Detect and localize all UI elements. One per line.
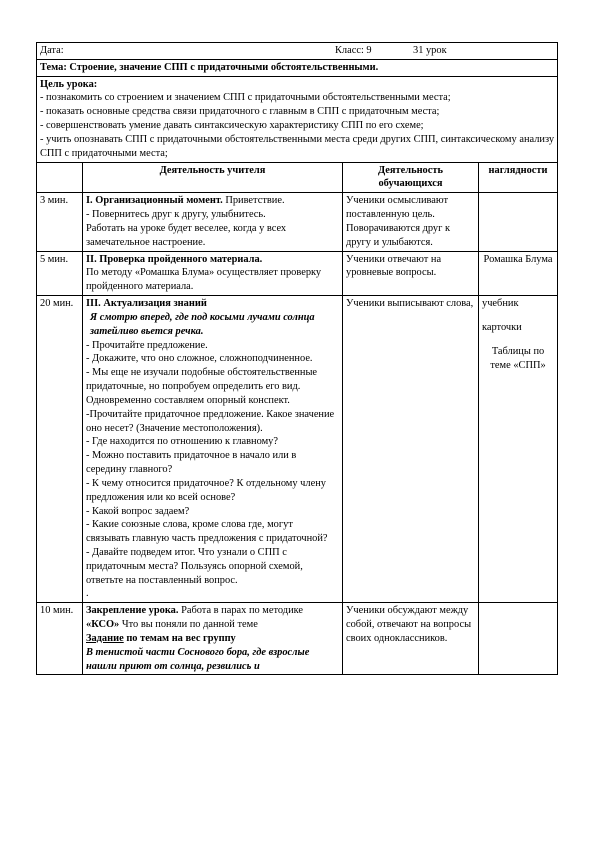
goals-row: [37, 76, 558, 162]
lesson-stage-row: [37, 603, 558, 675]
goal-item: - показать основные средства связи придаточного с главным в СПП с придаточным места;: [40, 106, 440, 118]
example-sentence: Я смотрю вперед, где под косыми лучами солнца затейливо вьется речка.: [90, 311, 315, 337]
teacher-line: - Какой вопрос задаем?: [86, 505, 190, 517]
teacher-line: - Повернитесь друг к другу, улыбнитесь.: [86, 209, 266, 221]
lesson-stage-row: [37, 193, 558, 251]
teacher-line: - Прочитайте предложение.: [86, 339, 208, 351]
stage-title-rest: Приветствие.: [222, 195, 285, 207]
teacher-line: Работать на уроке будет веселее, когда у всех замечательное настроение.: [86, 222, 287, 248]
lesson-stage-row: [37, 251, 558, 295]
lesson-number: 31 урок: [413, 45, 447, 56]
goal-item: - совершенствовать умение давать синтаксическую характеристику СПП по его схеме;: [40, 120, 424, 132]
teacher-column-header: Деятельность учителя: [83, 162, 343, 193]
goals-title: Цель урока:: [40, 78, 98, 90]
visual-aid-textbook: учебник: [482, 298, 519, 310]
teacher-line: .: [86, 588, 89, 600]
stage-time: 5 мин.: [37, 251, 83, 295]
students-activity: Ученики обсуждают между собой, отвечают на вопросы своих одноклассников.: [343, 603, 479, 675]
kso-method: «КСО»: [86, 619, 120, 631]
students-column-header: Деятельность обучающихся: [343, 162, 479, 193]
class-label: Класс: 9: [335, 45, 372, 56]
teacher-line: - К чему относится придаточное? К отдельному члену предложения или ко всей основе?: [86, 477, 326, 503]
visual-aids: [479, 603, 558, 675]
task-sentence: В тенистой части Соснового бора, где взрослые нашли приют от солнца, резвились и: [86, 646, 310, 672]
students-activity: Ученики отвечают на уровневые вопросы.: [343, 251, 479, 295]
teacher-line: - Давайте подведем итог. Что узнали о СПП с придаточным места? Пользуясь опорной схемой, ответьте на поставленный вопрос.: [86, 546, 303, 586]
column-header-row: [37, 162, 558, 193]
lesson-plan-table: [36, 42, 558, 675]
lesson-topic: Тема: Строение, значение СПП с придаточными обстоятельственными.: [37, 59, 558, 76]
stage-time: 10 мин.: [37, 603, 83, 675]
lesson-stage-row: [37, 296, 558, 603]
stage-title: II. Проверка пройденного материала.: [86, 253, 263, 265]
stage-time: 3 мин.: [37, 193, 83, 251]
visual-aids: Ромашка Блума: [479, 251, 558, 295]
visual-aids: [479, 193, 558, 251]
goal-item: - познакомить со строением и значением СПП с придаточными обстоятельственными места;: [40, 92, 451, 104]
task-text: по темам на вес группу: [123, 632, 236, 644]
teacher-line: - Какие союзные слова, кроме слова где, могут связывать главную часть предложения с придаточной?: [86, 519, 328, 545]
goal-item: - учить опознавать СПП с придаточными обстоятельственными места среди других СПП, синтаксическому анализу СПП с придаточными места;: [40, 133, 555, 159]
stage-title: I. Организационный момент.: [86, 195, 223, 207]
stage-title: III. Актуализация знаний: [86, 298, 207, 310]
teacher-line: -Прочитайте придаточное предложение. Какое значение оно несет? (Значение местоположения).: [86, 408, 335, 434]
stage-title-rest: Работа в парах по методике: [178, 605, 304, 617]
stage-title: Закрепление урока.: [86, 605, 179, 617]
teacher-line: - Докажите, что оно сложное, сложноподчиненное.: [86, 353, 313, 365]
students-activity: Ученики выписывают слова,: [343, 296, 479, 603]
students-activity: Ученики осмысливают поставленную цель. Поворачиваются друг к другу и улыбаются.: [343, 193, 479, 251]
visual-aid-cards: карточки: [482, 321, 522, 333]
visual-column-header: наглядности: [479, 162, 558, 193]
teacher-line: - Где находится по отношению к главному?: [86, 436, 278, 448]
goals-list: [40, 91, 554, 160]
teacher-line: - Мы еще не изучали подобные обстоятельственные придаточные, но попробуем определить его вид.: [86, 367, 318, 393]
task-label: Задание: [86, 632, 124, 644]
date-label: Дата:: [40, 45, 64, 56]
date-row: [37, 43, 558, 60]
visual-aid-tables: Таблицы по теме «СПП»: [490, 345, 546, 371]
stage-time: 20 мин.: [37, 296, 83, 603]
topic-row: [37, 59, 558, 76]
lesson-plan-page: [36, 42, 557, 675]
teacher-line: По методу «Ромашка Блума» осуществляет проверку пройденного материала.: [86, 267, 322, 293]
teacher-line: - Можно поставить придаточное в начало или в середину главного?: [86, 450, 297, 476]
teacher-line: Одновременно составляем опорный конспект.: [86, 394, 290, 406]
kso-question: Что вы поняли по данной теме: [119, 619, 258, 631]
